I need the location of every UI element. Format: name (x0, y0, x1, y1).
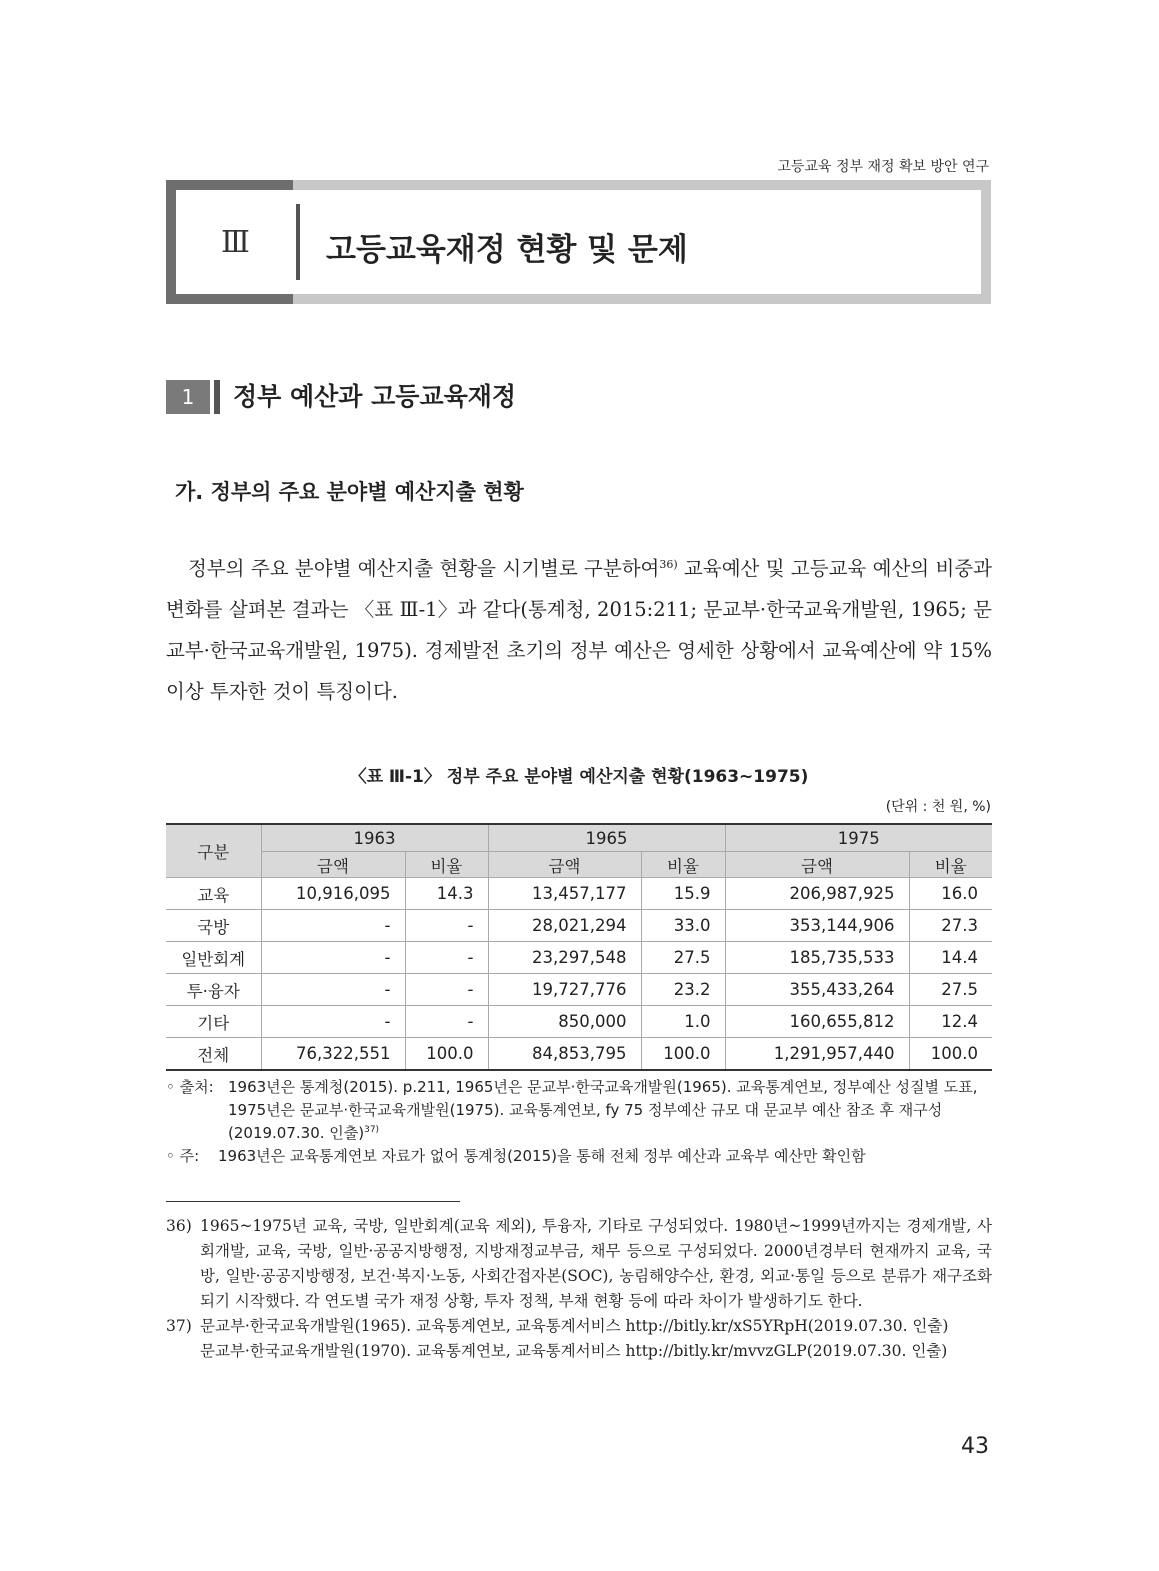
header-year: 1963 (261, 824, 488, 852)
amount-cell: - (261, 910, 405, 942)
amount-cell: - (261, 1006, 405, 1038)
ratio-cell: 27.5 (909, 974, 992, 1006)
amount-cell: - (261, 974, 405, 1006)
ratio-cell: 33.0 (641, 910, 725, 942)
ratio-cell: - (405, 942, 488, 974)
amount-cell: 353,144,906 (725, 910, 909, 942)
ratio-cell: 14.4 (909, 942, 992, 974)
row-category: 기타 (166, 1006, 261, 1038)
source-note: ◦ 출처: 1963년은 통계청(2015). p.211, 1965년은 문교부·한국교육개발원(1965). 교육통계연보, 정부예산 성질별 도표, 1975년은 문교부·한국교육개발원(1975). 교육통계연보, fy 75 정부예산 규모 대 문교부 예산 참조 후 재구성(2019.07.30. 인출)$^{37)}$ (166, 1078, 978, 1142)
ratio-cell: - (405, 974, 488, 1006)
amount-cell: 10,916,095 (261, 878, 405, 910)
header-ratio: 비율 (909, 852, 992, 878)
ratio-cell: - (405, 910, 488, 942)
ratio-cell: 100.0 (641, 1038, 725, 1071)
footnote-37: 37) 문교부·한국교육개발원(1965). 교육통계연보, 교육통계서비스 http://bitly.kr/xS5YRpH(2019.07.30. 인출) 문교부·한국교육개발원(1970). 교육통계연보, 교육통계서비스 http://bitly.kr/mvvzGLP(2019.07.30. 인출) (166, 1317, 949, 1360)
header-year: 1965 (488, 824, 725, 852)
header-ratio: 비율 (405, 852, 488, 878)
page-number: 43 (961, 1434, 989, 1459)
table-notes (166, 1076, 992, 1168)
amount-cell: 76,322,551 (261, 1038, 405, 1071)
ratio-cell: 100.0 (909, 1038, 992, 1071)
chapter-divider (296, 204, 300, 280)
amount-cell: 23,297,548 (488, 942, 641, 974)
footnote-36: 36) 1965~1975년 교육, 국방, 일반회계(교육 제외), 투융자, 기타로 구성되었다. 1980년~1999년까지는 경제개발, 사회개발, 교육, 국방, 일반·공공지방행정, 지방재정교부금, 채무 등으로 구성되었다. 2000년경부터 현재까지 교육, 국방, 일반·공공지방행정, 보건·복지·노동, 사회간접자본(SOC), 농림해양수산, 환경, 외교·통일 등으로 분류가 재구조화되기 시작했다. 각 연도별 국가 재정 상황, 투자 정책, 부채 현황 등에 따라 차이가 발생하기도 한다. (166, 1217, 992, 1310)
amount-cell: 84,853,795 (488, 1038, 641, 1071)
ratio-cell: 15.9 (641, 878, 725, 910)
table-caption: 〈표 Ⅲ-1〉 정부 주요 분야별 예산지출 현황(1963~1975) (349, 767, 809, 787)
ratio-cell: 16.0 (909, 878, 992, 910)
footnotes (166, 1214, 992, 1364)
body-paragraph: 정부의 주요 분야별 예산지출 현황을 시기별로 구분하여$^{36)}$ 교육예산 및 고등교육 예산의 비중과 변화를 살펴본 결과는 〈표 Ⅲ-1〉과 같다(통계청, 2015:211; 문교부·한국교육개발원, 1965; 문교부·한국교육개발원, 1975). 경제발전 초기의 정부 예산은 영세한 상황에서 교육예산에 약 15% 이상 투자한 것이 특징이다. (166, 557, 992, 703)
row-category: 일반회계 (166, 942, 261, 974)
amount-cell: - (261, 942, 405, 974)
ratio-cell: 100.0 (405, 1038, 488, 1071)
running-header: 고등교육 정부 재정 확보 방안 연구 (777, 159, 989, 175)
table-row (166, 974, 992, 1006)
section-divider (214, 380, 220, 414)
amount-cell: 1,291,957,440 (725, 1038, 909, 1071)
footnote-ref-36[interactable]: 36) (659, 558, 678, 571)
header-ratio: 비율 (641, 852, 725, 878)
ratio-cell: 23.2 (641, 974, 725, 1006)
amount-cell: 206,987,925 (725, 878, 909, 910)
row-category: 투·융자 (166, 974, 261, 1006)
ratio-cell: 1.0 (641, 1006, 725, 1038)
footnote-rule (166, 1201, 460, 1202)
header-amount: 금액 (725, 852, 909, 878)
row-category: 국방 (166, 910, 261, 942)
ratio-cell: - (405, 1006, 488, 1038)
section-number: 1 (166, 380, 210, 414)
chapter-heading-box (166, 180, 991, 304)
header-category: 구분 (166, 824, 261, 878)
table-row (166, 1006, 992, 1038)
row-category: 교육 (166, 878, 261, 910)
table-unit: (단위 : 천 원, %) (885, 799, 991, 815)
table-row (166, 942, 992, 974)
table-row (166, 878, 992, 910)
header-amount: 금액 (488, 852, 641, 878)
amount-cell: 19,727,776 (488, 974, 641, 1006)
ratio-cell: 27.5 (641, 942, 725, 974)
amount-cell: 185,735,533 (725, 942, 909, 974)
amount-cell: 160,655,812 (725, 1006, 909, 1038)
row-category: 전체 (166, 1038, 261, 1071)
header-amount: 금액 (261, 852, 405, 878)
table-row (166, 1038, 992, 1071)
ratio-cell: 27.3 (909, 910, 992, 942)
ratio-cell: 14.3 (405, 878, 488, 910)
budget-table (166, 823, 992, 1071)
chapter-title: 고등교육재정 현황 및 문제 (326, 232, 688, 268)
amount-cell: 850,000 (488, 1006, 641, 1038)
section-title: 정부 예산과 고등교육재정 (233, 382, 517, 411)
header-year: 1975 (725, 824, 992, 852)
amount-cell: 13,457,177 (488, 878, 641, 910)
amount-cell: 355,433,264 (725, 974, 909, 1006)
chapter-number: Ⅲ (221, 225, 250, 260)
amount-cell: 28,021,294 (488, 910, 641, 942)
ratio-cell: 12.4 (909, 1006, 992, 1038)
remark-note: ◦ 주: 1963년은 교육통계연보 자료가 없어 통계청(2015)을 통해 전체 정부 예산과 교육부 예산만 확인함 (166, 1147, 866, 1165)
footnote-ref-37[interactable]: 37) (364, 1125, 380, 1135)
subsection-title: 가. 정부의 주요 분야별 예산지출 현황 (175, 480, 524, 504)
table-row (166, 910, 992, 942)
